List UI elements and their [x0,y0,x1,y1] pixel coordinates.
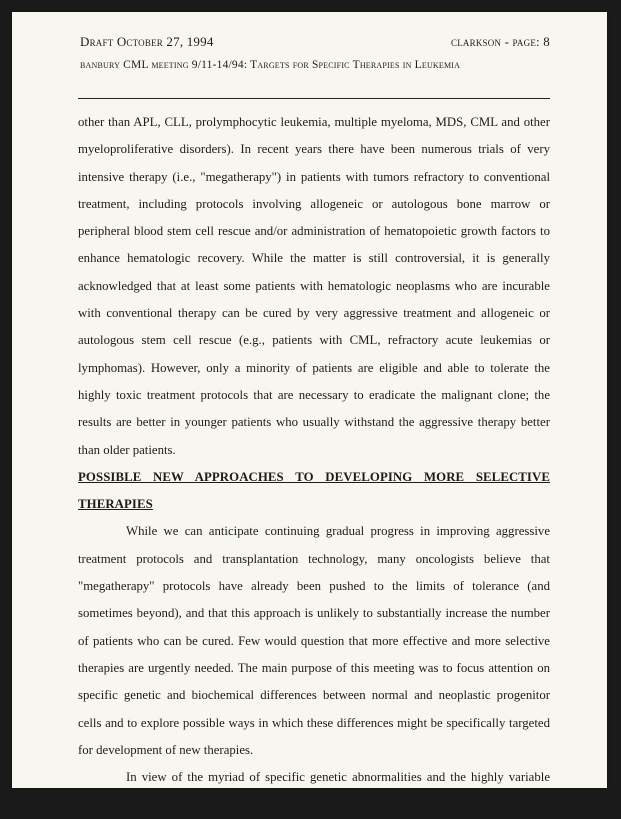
document-page [12,12,607,812]
body-paragraph-1: other than APL, CLL, prolymphocytic leukemia, multiple myeloma, MDS, CML and other myeloproliferative disorders). In recent years there have been numerous trials of very intensive therapy (i.e., "megatherapy") in patients with tumors refractory to conventional treatment, including protocols involving allogeneic or autologous bone marrow or peripheral blood stem cell rescue and/or administration of hematopoietic growth factors to enhance hematologic recovery. While the matter is still controversial, it is generally acknowledged that at least some patients with hematologic neoplasms who are incurable with conventional therapy can be cured by very aggressive treatment and allogeneic or autologous stem cell rescue (e.g., patients with CML, refractory acute leukemias or lymphomas). However, only a minority of patients are eligible and able to tolerate the highly toxic treatment protocols that are necessary to eradicate the malignant clone; the results are better in younger patients who usually withstand the aggressive therapy better than older patients. [78,115,550,457]
document-body [78,109,550,819]
section-heading: POSSIBLE NEW APPROACHES TO DEVELOPING MORE SELECTIVE THERAPIES [78,469,550,512]
meeting-title: banbury CML meeting 9/11-14/94: Targets for Specific Therapies in Leukemia [80,59,461,71]
body-paragraph-2: While we can anticipate continuing gradual progress in improving aggressive treatment protocols and transplantation technology, many oncologists believe that "megatherapy" protocols have already been pushed to the limits of tolerance (and sometimes beyond), and that this approach is unlikely to substantially increase the number of patients who can be cured. Few would question that more effective and more selective therapies are urgently needed. The main purpose of this meeting was to focus attention on specific genetic and biochemical differences between normal and neoplastic progenitor cells and to explore possible ways in which these differences might be specifically targeted for development of new therapies. [78,524,550,757]
header-divider [78,98,550,99]
running-header [80,34,550,50]
page-label: clarkson - page: 8 [451,34,550,49]
body-paragraph-3: In view of the myriad of specific genetic abnormalities and the highly variable biological [78,770,550,812]
draft-date: Draft October 27, 1994 [80,34,214,49]
